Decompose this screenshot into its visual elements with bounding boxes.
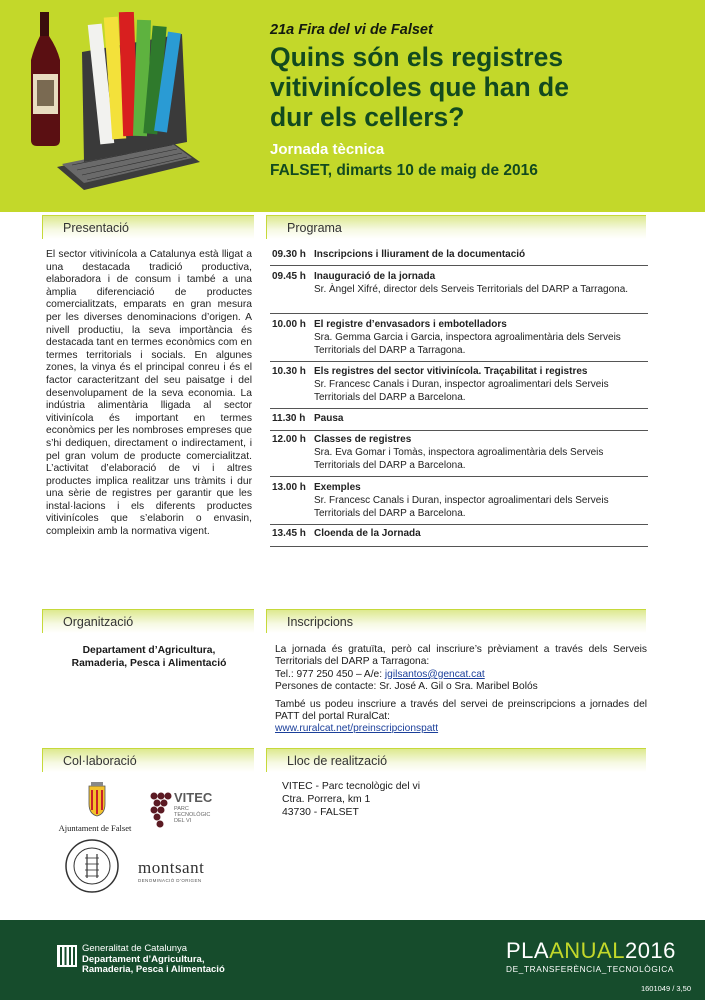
address-line: Ctra. Porrera, km 1 [282, 794, 371, 805]
page-title [270, 42, 690, 132]
lloc-address [282, 780, 420, 819]
insc-contact-line [275, 669, 647, 681]
footer-band [0, 920, 705, 1000]
gen-line-1: Generalitat de Catalunya [82, 943, 188, 954]
program-title: Inauguració de la jornada [314, 271, 436, 282]
program-item [270, 413, 648, 431]
insc-phone: Tel.: 977 250 450 – A/e: [275, 668, 385, 680]
grape-cluster-icon [148, 790, 172, 834]
program-title: Exemples [314, 482, 361, 493]
priorat-seal-logo [64, 838, 120, 894]
presentacio-text: El sector vitivinícola a Catalunya està lligat a una destacada tradició productiva, elaboradora i de consum i també a una àmplia diferenciació de productes comercialitzats, emparats en gran mesura per les diverses denominacions d’origen. A nivell productiu, la seva importància és destacada tant en termes econòmics com en termes territorials i socials. En algunes zones, la vinya és el principal conreu i és el factor caracteritzant del seu paisatge i del desenvolupament de la seva economia. La indústria alimentària lligada al sector vitivinícola és important en termes econòmics per les nombroses empreses que s’hi dediquen, directament o indirectament, i pel gran volum de producte comercialitzat. L’activitat d’elaboració de vi i altres productes implica realitzar uns tràmits i dur una sèrie de registres per garantir que les instal·lacions i els diferents productes vitivinícoles que s’elaborin o envasin, compleixin amb la normativa vigent. [46, 249, 252, 538]
program-item [270, 434, 648, 477]
organitzacio-text [46, 644, 252, 670]
insc-paragraph-2: També us podeu inscriure a través del servei de preinscripcions a jornades del PATT del portal RuralCat: [275, 698, 647, 723]
program-time: 11.30 h [272, 413, 306, 424]
lloc-heading: Lloc de realització [266, 748, 646, 772]
montsant-logo [138, 858, 228, 888]
program-speaker: Sr. Francesc Canals i Duran, inspector agroalimentari dels Serveis Territorials del DARP a Barcelona. [314, 379, 609, 403]
generalitat-emblem-icon [56, 942, 78, 968]
program-title: Cloenda de la Jornada [314, 528, 421, 539]
organitzacio-heading: Organització [42, 609, 254, 633]
vitec-sub [174, 806, 210, 824]
presentacio-heading: Presentació [42, 215, 254, 239]
programa-heading: Programa [266, 215, 646, 239]
plan-a: PLA [506, 938, 550, 963]
program-speaker: Sr. Àngel Xifré, director dels Serveis Territorials del DARP a Tarragona. [314, 284, 629, 295]
programa-list [270, 249, 648, 559]
program-item [270, 366, 648, 409]
program-time: 12.00 h [272, 434, 306, 445]
vitec-sub-line: TECNOLÒGIC [174, 812, 211, 818]
inscripcions-heading: Inscripcions [266, 609, 646, 633]
generalitat-text [82, 944, 225, 976]
program-item [270, 271, 648, 314]
ajuntament-label: Ajuntament de Falset [58, 823, 132, 833]
program-title: Pausa [314, 413, 344, 424]
gen-line-2: Departament d’Agricultura, [82, 953, 205, 965]
plan-c: 2016 [624, 938, 676, 963]
falset-shield-icon [62, 782, 132, 818]
document-code: 1601049 / 3,50 [640, 984, 691, 993]
title-line-3: dur els cellers? [270, 102, 465, 132]
program-time: 09.45 h [272, 271, 306, 282]
ajuntament-falset-logo [58, 782, 132, 833]
insc-url-link[interactable]: www.ruralcat.net/preinscripcionspatt [275, 723, 439, 735]
program-time: 10.00 h [272, 319, 306, 330]
org-line-1: Departament d’Agricultura, [82, 645, 216, 656]
collaboracio-heading: Col·laboració [42, 748, 254, 772]
plan-b: ANUAL [549, 938, 625, 963]
org-line-2: Ramaderia, Pesca i Alimentació [71, 658, 227, 669]
program-time: 13.45 h [272, 528, 306, 539]
program-item [270, 319, 648, 362]
program-speaker: Sra. Gemma Garcia i Garcia, inspectora agroalimentària dels Serveis Territorials del DARP a Tarragona. [314, 332, 621, 356]
insc-paragraph-1: La jornada és gratuïta, però cal inscriure’s prèviament a través dels Serveis Territorials del DARP a Tarragona: [275, 644, 647, 668]
insc-email-link[interactable]: jgilsantos@gencat.cat [384, 668, 485, 680]
address-line: VITEC - Parc tecnològic del vi [282, 781, 421, 792]
vitec-sub-line: PARC [174, 806, 189, 812]
program-time: 13.00 h [272, 482, 306, 493]
address-line: 43730 - FALSET [282, 807, 359, 818]
program-title: El registre d’envasadors i embotelladors [314, 319, 507, 330]
vitec-logo [148, 790, 228, 836]
program-speaker: Sra. Eva Gomar i Tomàs, inspectora agroalimentària dels Serveis Territorials del DARP a Barcelona. [314, 447, 604, 471]
program-item [270, 482, 648, 525]
program-title: Els registres del sector vitivinícola. Traçabilitat i registres [314, 366, 588, 377]
insc-contacts: Persones de contacte: Sr. José A. Gil o Sra. Maribel Bolós [275, 681, 538, 693]
pla-anual-logo [506, 938, 676, 964]
vitec-sub-line: DEL VI [174, 818, 192, 824]
header-band [0, 0, 705, 212]
event-date: FALSET, dimarts 10 de maig de 2016 [270, 162, 538, 179]
program-item [270, 249, 648, 266]
program-title: Inscripcions i lliurament de la documentació [314, 249, 526, 260]
title-line-1: Quins són els registres [270, 42, 564, 72]
inscripcions-text [275, 644, 647, 736]
program-title: Classes de registres [314, 434, 412, 445]
pla-anual-subtitle: DE_TRANSFERÈNCIA_TECNOLÒGICA [506, 964, 675, 974]
program-speaker: Sr. Francesc Canals i Duran, inspector agroalimentari dels Serveis Territorials del DARP a Barcelona. [314, 495, 609, 519]
jornada-label: Jornada tècnica [270, 141, 385, 158]
vitec-label: VITEC [174, 790, 213, 805]
program-time: 10.30 h [272, 366, 306, 377]
event-subtitle: 21a Fira del vi de Falset [270, 22, 433, 38]
program-time: 09.30 h [272, 249, 306, 260]
gen-line-3: Ramaderia, Pesca i Alimentació [82, 964, 225, 975]
priorat-seal-icon [64, 838, 120, 894]
title-line-2: vitivinícoles que han de [270, 72, 569, 102]
montsant-label: montsant [138, 858, 205, 877]
montsant-sub: DENOMINACIÓ D’ORIGEN [138, 878, 202, 883]
program-item [270, 528, 648, 547]
laptop-books-wine-illustration [22, 12, 202, 192]
